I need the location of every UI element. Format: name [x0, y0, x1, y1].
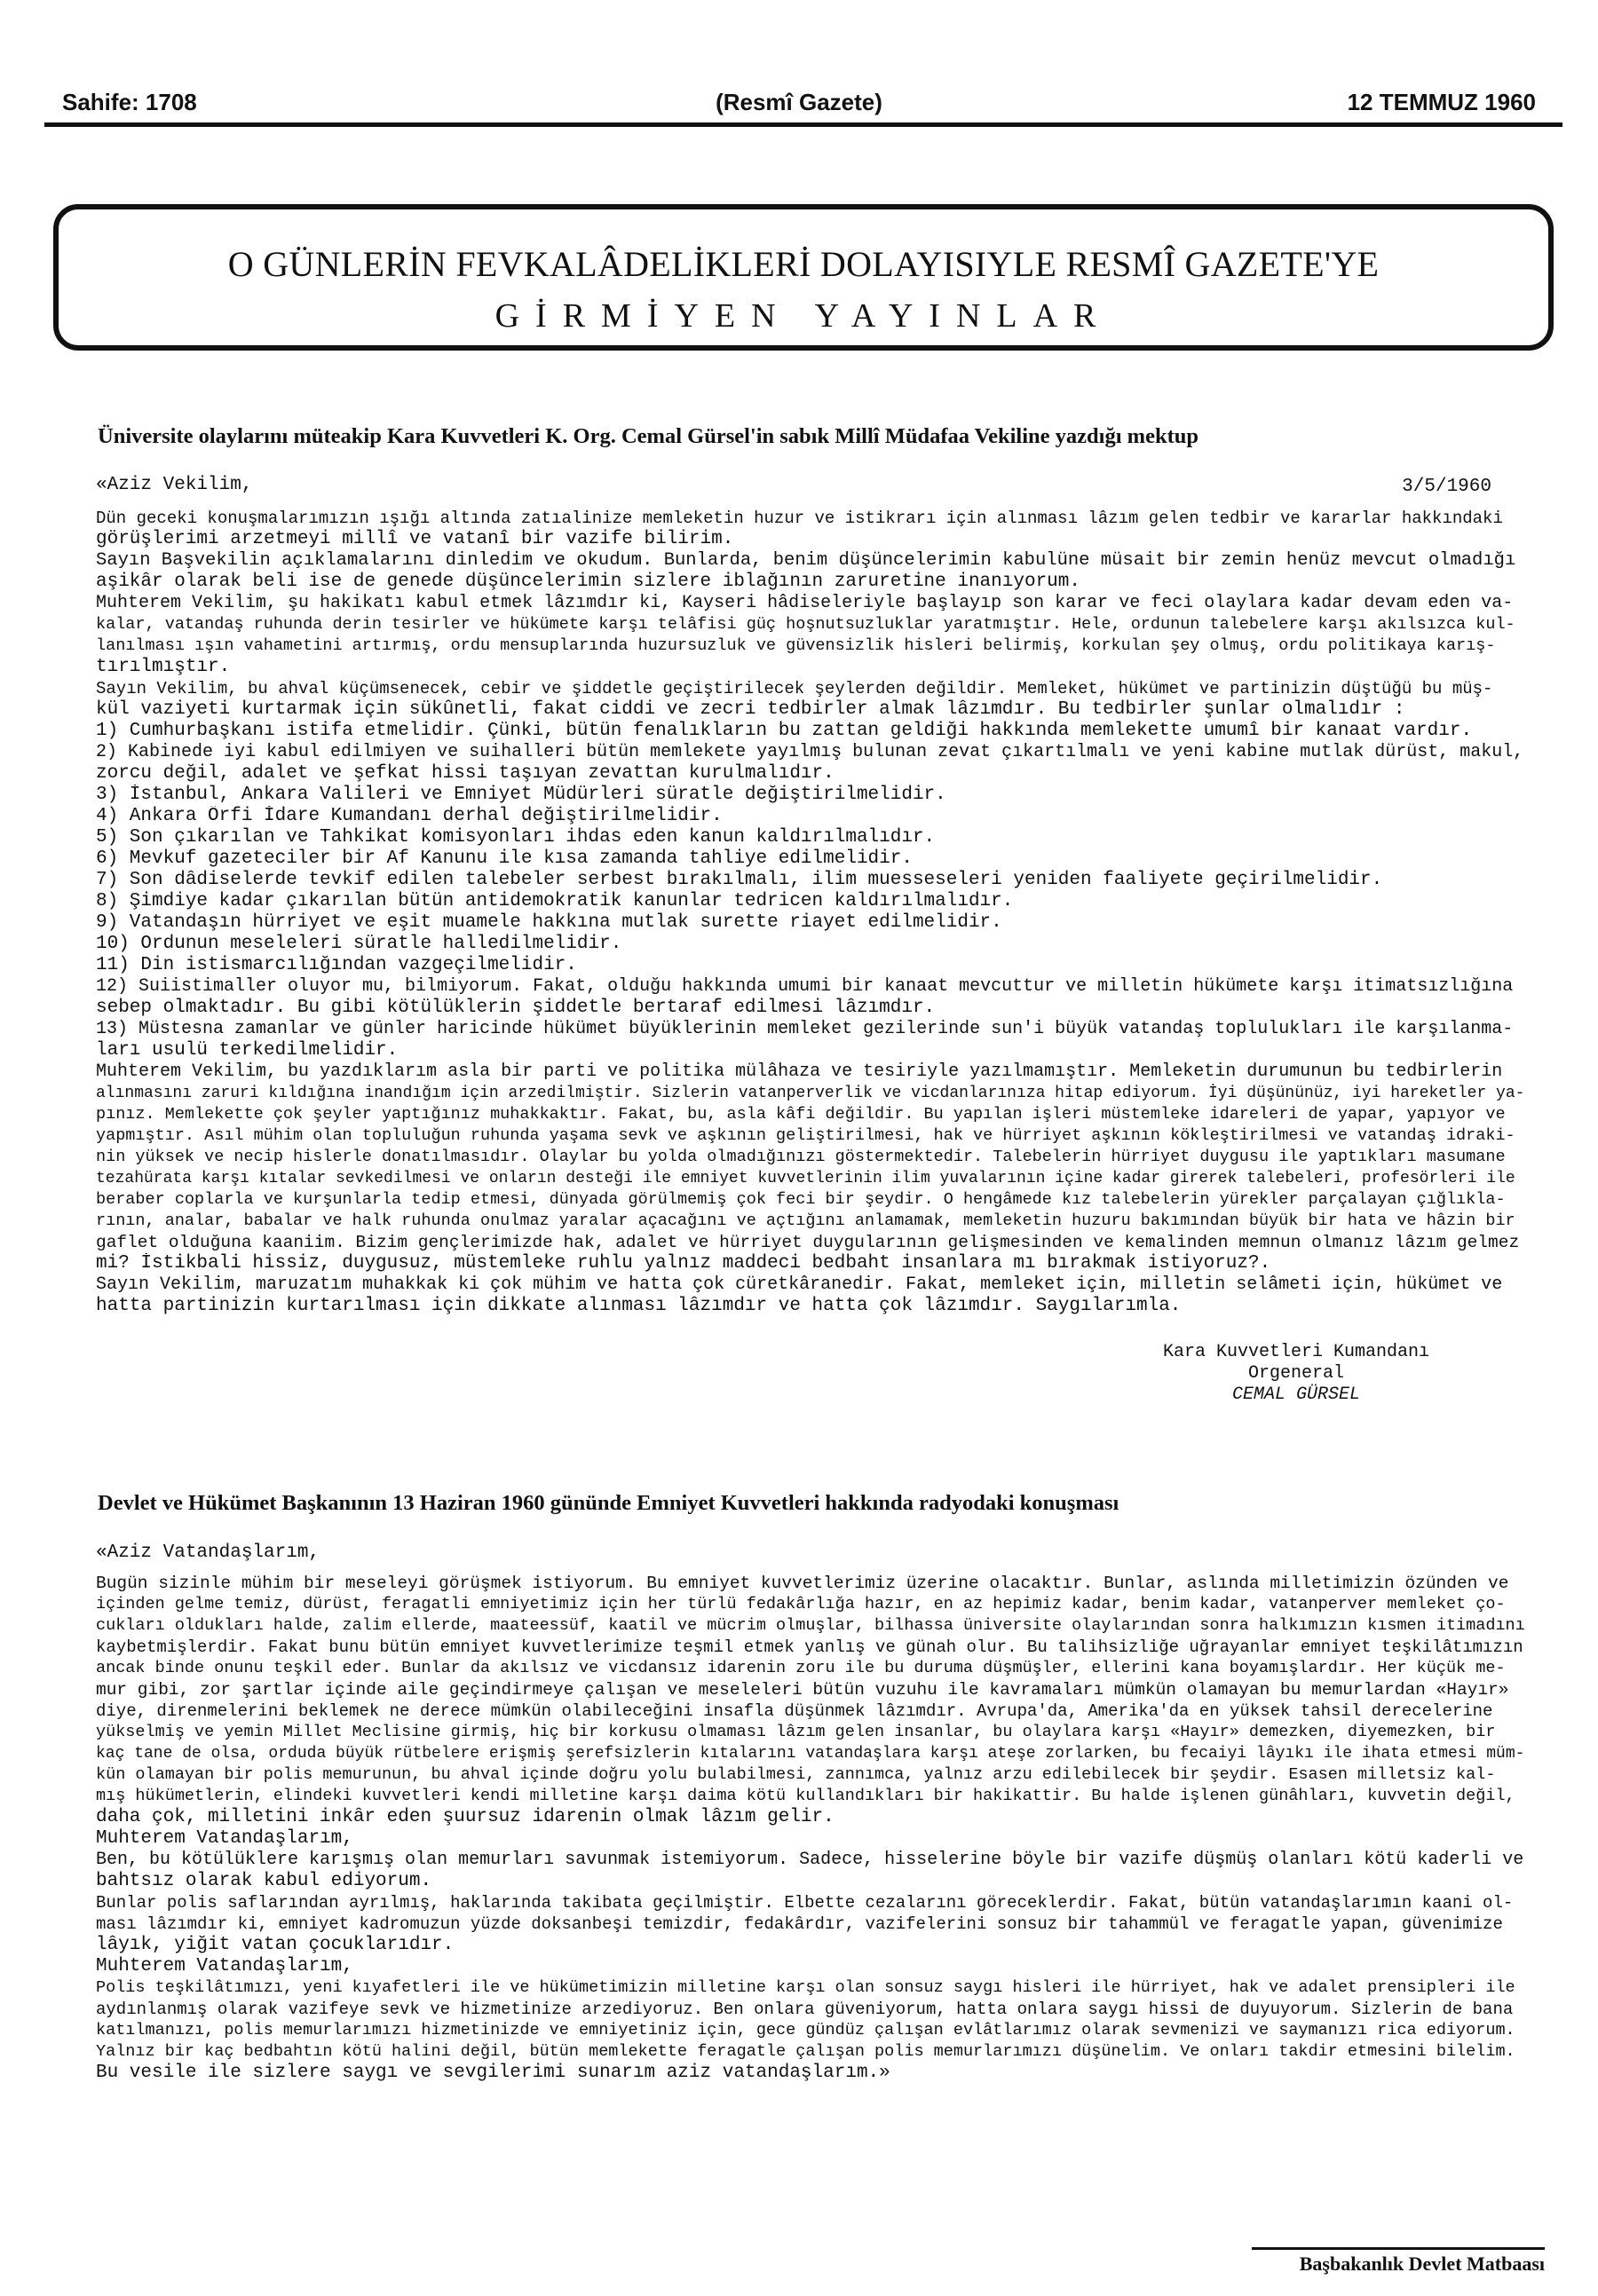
- letter-text-line: 12) Suiistimaller oluyor mu, bilmiyorum. Fakat, olduğu hakkında umumi bir kanaat mevcuttur ve milletin hükümete karşı itimatsızlığına: [96, 976, 1514, 997]
- speech-text-line: kün olamayan bir polis memurunun, bu ahval içinde doğru yolu bulabilmesi, zannımca, yalnız arzu edilebilecek bir şeydir. Esasen milletsiz kal-: [96, 1765, 1496, 1784]
- speech-text-line: Bunlar polis saflarından ayrılmış, haklarında takibata geçilmiştir. Elbette cezalarını göreceklerdir. Fakat, bütün vatandaşlarımın kaani ol-: [96, 1893, 1514, 1913]
- letter-salutation: «Aziz Vekilim,: [96, 475, 253, 495]
- speech-text-line: daha çok, milletini inkâr eden şuursuz idarenin olmak lâzım gelir.: [96, 1807, 835, 1827]
- letter-text-line: 10) Ordunun meseleleri süratle halledilmelidir.: [96, 934, 622, 954]
- letter-text-line: rının, analar, babalar ve halk ruhunda onulmaz yaralar açacağını ve açtığını anlamamak, memleketin huzuru bakımından büyük bir hata ve hâzin bir: [96, 1211, 1515, 1230]
- speech-text-line: aydınlanmış olarak vazifeye sevk ve hizmetinize arzediyoruz. Ben onlara güveniyorum, hatta onlara saygı hissi de duyuyorum. Sizlerin de bana: [96, 2000, 1514, 2019]
- letter-text-line: Sayın Başvekilin açıklamalarını dinledim ve okudum. Bunlarda, benim düşüncelerimin kabulüne müsait bir zemin henüz mevcut olmadığı: [96, 550, 1516, 571]
- letter-text-line: yapmıştır. Asıl mühim olan topluluğun ruhunda yaşama sevk ve aşkının geliştirilmesi, hak ve hürriyet aşkının kökleştirilmesi ve vatandaş idraki-: [96, 1126, 1515, 1145]
- letter-text-line: 7) Son dâdiselerde tevkif edilen talebeler serbest bırakılmalı, ilim muesseseleri yeniden faaliyete geçirilmelidir.: [96, 870, 1383, 890]
- speech-text-line: içinden gelme temiz, dürüst, feragatli emniyetimiz için her türlü fedakârlığa hazır, en az hepimiz kadar, benim kadar, vatanperver memleket ço-: [96, 1595, 1506, 1614]
- speech-text-line: ması lâzımdır ki, emniyet kadromuzun yüzde doksanbeşi temizdir, fedakârdır, vazifelerini sonsuz bir tahammül ve feragatle yapan, güvenimize: [96, 1914, 1503, 1934]
- printer-imprint: Başbakanlık Devlet Matbaası: [1299, 2253, 1545, 2275]
- speech-text-line: Muhterem Vatandaşlarım,: [96, 1828, 353, 1849]
- speech-text-line: mış hükümetlerin, elindeki kuvvetleri kendi milletine karşı daima kötü kullandıkları bir hakikattir. Bu halde işlenen günâhları, kuvvetin değil,: [96, 1787, 1515, 1805]
- speech-text-line: Bu vesile ile sizlere saygı ve sevgilerimi sunarım aziz vatandaşlarım.»: [96, 2063, 890, 2083]
- banner-box: [53, 204, 1554, 351]
- letter-text-line: mi? İstikbali hissiz, duygusuz, müstemleke ruhlu yalnız maddeci bedbaht insanlara mı bırakmak istiyoruz?.: [96, 1253, 1271, 1274]
- letter-text-line: 4) Ankara Örfi İdare Kumandanı derhal değiştirilmelidir.: [96, 806, 723, 826]
- letter-text-line: kül vaziyeti kurtarmak için sükûnetli, fakat ciddi ve zecri tedbirler almak lâzımdır. Bu tedbirler şunlar olmalıdır :: [96, 699, 1405, 720]
- letter-text-line: hatta partinizin kurtarılması için dikkate alınması lâzımdır ve hatta çok lâzımdır. Saygılarımla.: [96, 1296, 1182, 1316]
- signature-name: CEMAL GÜRSEL: [1231, 1385, 1361, 1405]
- header-rule: [44, 122, 1562, 127]
- letter-text-line: aşikâr olarak beli ise de genede düşüncelerimin sizlere iblağının zaruretine inanıyorum.: [96, 572, 1080, 592]
- speech-text-line: lâyık, yiğit vatan çocuklarıdır.: [96, 1935, 455, 1955]
- letter-signature: [1136, 1342, 1456, 1406]
- letter-text-line: tezahürata karşı kıtalar sevkedilmesi ve onların desteği ile emniyet kuvvetlerinin ilim yuvalarının içine kadar girerek talebeleri, profesörleri ile: [96, 1170, 1515, 1187]
- speech-text-line: kaç tane de olsa, orduda büyük rütbelere erişmiş şerefsizlerin kıtalarını vatandaşlara karşı ateşe zorlarken, bu fecaiyi lâyıkı ile ihata etmesi müm-: [96, 1745, 1525, 1763]
- speech-title: Devlet ve Hükümet Başkanının 13 Haziran 1960 gününde Emniyet Kuvvetleri hakkında radyodaki konuşması: [98, 1491, 1119, 1515]
- signature-rank: Orgeneral: [1247, 1363, 1345, 1384]
- speech-text-line: ancak binde onunu teşkil eder. Bunlar da akılsız ve vicdansız idarenin zoru ile bu duruma düşmüşler, ellerini kana boyamışlardır. Her küçük me-: [96, 1659, 1506, 1677]
- letter-text-line: alınmasını zaruri kıldığına inandığım için arzedilmiştir. Sizlerin vatanperverlik ve vicdanlarınıza hitap ediyorum. İyi düşününüz, iyi hareketler ya-: [96, 1085, 1525, 1102]
- letter-text-line: 1) Cumhurbaşkanı istifa etmelidir. Çünki, bütün fenalıkların bu zattan geldiği hakkında memlekette umumî bir kanaat vardır.: [96, 721, 1473, 741]
- speech-text-line: katılmanızı, polis memurlarımızı hizmetinizde ve emniyetiniz için, gece gündüz çalışan evlâtlarımız olarak sevmenizi ve saymanızı rica ediyorum.: [96, 2021, 1515, 2040]
- letter-text-line: pınız. Memlekette çok şeyler yaptığınız muhakkaktır. Fakat, bu, asla kâfi değildir. Bu yapılan işleri müstemleke idareleri de yapar, yapıyor ve: [96, 1105, 1506, 1124]
- speech-text-line: yükselmiş ve yemin Millet Meclisine girmiş, hiç bir korkusu olmaması lâzım gelen insanlar, bu olaylara karşı «Hayır» demezken, diyemezken, bir: [96, 1723, 1496, 1741]
- banner-title: O GÜNLERİN FEVKALÂDELİKLERİ DOLAYISIYLE RESMÎ GAZETE'YE: [227, 244, 1380, 284]
- speech-text-line: diye, direnmelerini beklemek ne derece mümkün olabileceğini insafla düşünmek lâzımdır. Avrupa'da, Amerika'da en yüksek tahsil derecelerine: [96, 1701, 1493, 1721]
- letter-title: Üniversite olaylarını müteakip Kara Kuvvetleri K. Org. Cemal Gürsel'in sabık Millî Müdafaa Vekiline yazdığı mektup: [98, 424, 1198, 448]
- footer-rule: [1252, 2247, 1545, 2250]
- speech-text-line: mur gibi, zor şartlar içinde aile geçindirmeye çalışan ve meseleleri bütün vuzuhu ile kavramaları mümkün olamayan bu memurlardan «Hayır»: [96, 1680, 1509, 1700]
- letter-text-line: 11) Din istismarcılığından vazgeçilmelidir.: [96, 955, 577, 975]
- letter-text-line: 9) Vatandaşın hürriyet ve eşit muamele hakkına mutlak surette riayet edilmelidir.: [96, 912, 1002, 933]
- letter-text-line: 3) İstanbul, Ankara Valileri ve Emniyet Müdürleri süratle değiştirilmelidir.: [96, 785, 946, 805]
- letter-text-line: gaflet olduğuna kaaniim. Bizim gençlerimizde hak, adalet ve hürriyet duygularının gelişmesinden ve kemalinden memnun olmanız lâzım gelmez: [96, 1233, 1520, 1252]
- speech-body: [96, 1573, 1527, 2084]
- page-header: [62, 89, 1536, 121]
- letter-text-line: 5) Son çıkarılan ve Tahkikat komisyonları ihdas eden kanun kaldırılmalıdır.: [96, 827, 936, 848]
- letter-text-line: 8) Şimdiye kadar çıkarılan bütün antidemokratik kanunlar tedricen kaldırılmalıdır.: [96, 891, 1014, 911]
- speech-text-line: Bugün sizinle mühim bir meseleyi görüşmek istiyorum. Bu emniyet kuvvetlerimiz üzerine olacaktır. Bunlar, aslında milletimizin özünden ve: [96, 1574, 1509, 1593]
- letter-body: [96, 508, 1527, 1317]
- speech-text-line: kaybetmişlerdir. Fakat bunu bütün emniyet kuvvetlerimize teşmil etmek yanlış ve günah olur. Bu talihsizliğe uğrayanlar emniyet teşkilâtımızın: [96, 1637, 1523, 1657]
- letter-text-line: nin yüksek ve necip hislerle donatılmasıdır. Olaylar bu yolda olmadığınızı göstermektedir. Talebelerin hürriyet duygusu ile yaptıkları masumane: [96, 1148, 1506, 1166]
- speech-text-line: Ben, bu kötülüklere karışmış olan memurları savunmak istemiyorum. Sadece, hisselerine böyle bir vazife düşmüş olanları kötü kaderli ve: [96, 1850, 1524, 1870]
- publication-name: (Resmî Gazete): [716, 89, 882, 115]
- speech-text-line: Muhterem Vatandaşlarım,: [96, 1956, 353, 1976]
- letter-text-line: 13) Müstesna zamanlar ve günler haricinde hükümet büyüklerinin memleket gezilerinde sun'i büyük vatandaş toplulukları ile karşılanma-: [96, 1019, 1514, 1039]
- speech-text-line: bahtsız olarak kabul ediyorum.: [96, 1871, 432, 1891]
- speech-salutation: «Aziz Vatandaşlarım,: [96, 1543, 320, 1563]
- letter-text-line: 6) Mevkuf gazeteciler bir Af Kanunu ile kısa zamanda tahliye edilmelidir.: [96, 848, 913, 869]
- letter-text-line: beraber coplarla ve kurşunlarla tedip etmesi, dünyada görülmemiş çok feci bir şeydir. O hengâmede kız talebelerin yürekler parçalayan çığlıkla-: [96, 1190, 1506, 1209]
- speech-text-line: Yalnız bir kaç bedbahtın kötü halini değil, bütün memlekette feragatle çalışan polis memurlarımızı düşünelim. Ve onları takdir etmesini bilelim.: [96, 2042, 1515, 2061]
- page-number: Sahife: 1708: [62, 89, 197, 115]
- letter-text-line: Dün geceki konuşmalarımızın ışığı altında zatıalinize memleketin huzur ve istikrarı için alınması lâzım gelen tedbir ve kararlar hakkındaki: [96, 509, 1503, 528]
- letter-text-line: Muhterem Vekilim, bu yazdıklarım asla bir parti ve politika mülâhaza ve tesiriyle yazılmamıştır. Memleketin durumunun bu tedbirlerin: [96, 1061, 1503, 1082]
- letter-text-line: zorcu değil, adalet ve şefkat hissi taşıyan zevattan kurulmalıdır.: [96, 763, 835, 784]
- signature-title: Kara Kuvvetleri Kumandanı: [1162, 1342, 1430, 1362]
- letter-text-line: sebep olmaktadır. Bu gibi kötülüklerin şiddetle bertaraf edilmesi lâzımdır.: [96, 998, 936, 1018]
- letter-text-line: Sayın Vekilim, bu ahval küçümsenecek, cebir ve şiddetle geçiştirilecek şeylerden değildir. Memleket, hükümet ve partinizin düştüğü bu müş-: [96, 679, 1493, 698]
- letter-text-line: Sayın Vekilim, maruzatım muhakkak ki çok mühim ve hatta çok cüretkâranedir. Fakat, memleket için, milletin selâmeti için, hükümet ve: [96, 1274, 1503, 1295]
- issue-date: 12 TEMMUZ 1960: [1347, 89, 1536, 115]
- letter-text-line: tırılmıştır.: [96, 657, 231, 677]
- letter-text-line: Muhterem Vekilim, şu hakikatı kabul etmek lâzımdır ki, Kayseri hâdiseleriyle başlayıp son karar ve feci olaylara kadar devam eden va-: [96, 593, 1514, 613]
- letter-text-line: ları usulü terkedilmelidir.: [96, 1040, 399, 1061]
- letter-text-line: 2) Kabinede iyi kabul edilmiyen ve suihalleri bütün memlekete yayılmış bulunan zevat çıkartılmalı ve yeni kabine mutlak dürüst, makul,: [96, 742, 1524, 762]
- banner-subtitle: GİRMİYEN YAYINLAR: [494, 297, 1112, 335]
- speech-text-line: cukları oldukları halde, zalim ellerde, maateessüf, kaatil ve mücrim olmuşlar, bilhassa üniversite olaylarından sonra halkımızın kısmen itimadını: [96, 1616, 1525, 1635]
- letter-text-line: kalar, vatandaş ruhunda derin tesirler ve hükümete karşı telâfisi güç hoşnutsuzluklar yaratmıştır. Hele, ordunun talebelere karşı akılsızca kul-: [96, 615, 1515, 634]
- letter-text-line: görüşlerimi arzetmeyi millî ve vatanî bir vazife bilirim.: [96, 529, 734, 549]
- speech-text-line: Polis teşkilâtımızı, yeni kıyafetleri ile ve hükümetimizin milletine karşı olan sonsuz saygı hisleri ile hürriyet, hak ve adalet prensipleri ile: [96, 1978, 1515, 1997]
- letter-date: 3/5/1960: [1402, 477, 1491, 497]
- letter-text-line: lanılması ışın vahametini artırmış, ordu mensuplarında huzursuzluk ve güvensizlik hisleri belirmiş, korkulan şey olmuş, ordu politikaya karış-: [96, 636, 1496, 655]
